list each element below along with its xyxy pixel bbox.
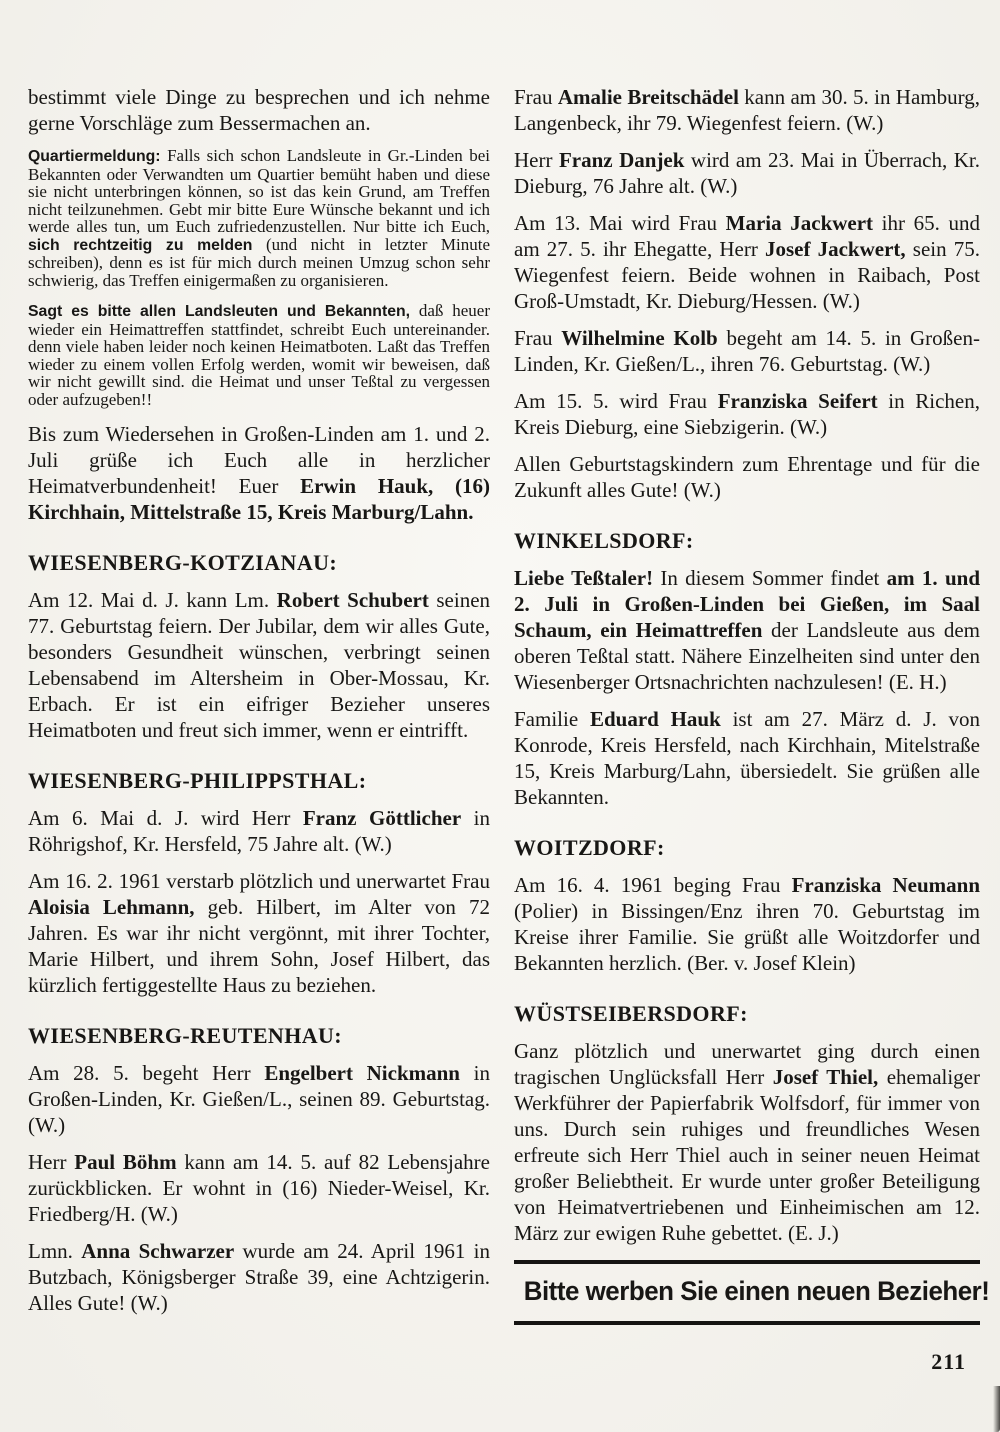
bold-text: Josef Thiel, <box>772 1065 879 1089</box>
paragraph <box>514 210 980 314</box>
bold-text: Aloisia Lehmann, <box>28 895 195 919</box>
paragraph <box>28 421 490 525</box>
body-text: geb. Hilbert, im Alter von 72 Jahren. Es war ihr nicht vergönnt, mit ihrer Tochter, Marie Hilbert, und ihrem Sohn, Josef Hilbert, das kürzlich fertiggestellte Haus zu beziehen. <box>28 895 491 997</box>
section-heading: WIESENBERG-PHILIPPSTHAL: <box>28 768 367 793</box>
bold-text: Franz Danjek <box>558 148 685 172</box>
body-text: In diesem Sommer findet <box>653 566 887 590</box>
bold-text: Eduard Hauk <box>589 707 721 731</box>
bold-text: Anna Schwarzer <box>81 1239 235 1263</box>
body-text: ist am 27. März d. J. von Konrode, Kreis Hersfeld, nach Kirchhain, Mitelstraße 15, Kreis Marburg/Lahn, übersiedelt. Sie grüßen alle Bekannten. <box>514 707 980 809</box>
body-text: wird am 23. Mai in Überrach, Kr. Dieburg, 76 Jahre alt. (W.) <box>514 148 980 198</box>
body-text: der Landsleute aus dem oberen Teßtal statt. Nähere Einzelheiten sind unter den Wiesenberger Ortsnachrichten nachzulesen! (E. H.) <box>514 618 980 694</box>
body-text: in Richen, Kreis Dieburg, eine Siebzigerin. (W.) <box>514 389 980 439</box>
body-text: daß heuer wieder ein Heimattreffen stattfindet, schreibt Euch untereinander. denn viele haben leider noch keinen Heimatboten. Laßt das Treffen wieder zu einem vollen Erfolg werden, womit wir beweisen, daß wir nicht gewillt sind. die Heimat und unser Teßtal zu vergessen oder aufzugeben!! <box>28 301 490 409</box>
body-text: Allen Geburtstagskindern zum Ehrentage und für die Zukunft alles Gute! (W.) <box>514 452 980 502</box>
column-left <box>28 84 490 1327</box>
bold-text: Josef Jackwert, <box>764 237 906 261</box>
paragraph <box>514 1038 980 1246</box>
body-text: Am 16. 2. 1961 verstarb plötzlich und unerwartet Frau <box>28 869 490 893</box>
body-text: Herr <box>514 148 559 172</box>
body-text: Am 13. Mai wird Frau <box>514 211 726 235</box>
bold-text: Quartiermeldung: <box>28 148 161 165</box>
paragraph <box>514 706 980 810</box>
paragraph <box>28 587 490 743</box>
bold-text: sich rechtzeitig zu melden <box>28 236 253 254</box>
body-text: Frau <box>514 85 558 109</box>
bold-text: Sagt es bitte allen Landsleuten und Bekannten, <box>28 303 411 320</box>
section-heading: WOITZDORF: <box>514 835 665 860</box>
paragraph <box>28 805 490 857</box>
paragraph <box>28 302 490 408</box>
body-text: sein 75. Wiegenfest feiern. Beide wohnen in Raibach, Post Groß-Umstadt, Kr. Dieburg/Hessen. (W.) <box>514 237 980 313</box>
body-text: Frau <box>514 326 562 350</box>
bold-text: Liebe Teßtaler! <box>514 566 654 590</box>
paragraph <box>28 1238 490 1316</box>
paragraph <box>514 872 980 976</box>
bold-text: am 1. und 2. Juli in Großen-Linden bei Gießen, im Saal Schaum, ein Heimattreffen <box>514 566 981 642</box>
bold-text: Franz Göttlicher <box>302 806 462 830</box>
paragraph <box>514 451 980 503</box>
bold-text: Paul Böhm <box>74 1150 177 1174</box>
body-text: ehemaliger Werkführer der Papierfabrik Wolfsdorf, für immer von uns. Durch sein ruhiges und freundliches Wesen erfreute sich Herr Thiel auch in seiner neuen Heimat großer Beliebtheit. Er wurde unter großer Beteiligung von Heimatvertriebenen und Einheimischen am 12. März zur ewigen Ruhe gebettet. (E. J.) <box>514 1065 980 1245</box>
bold-text: Franziska Seifert <box>717 389 878 413</box>
body-text: Falls sich schon Landsleute in Gr.-Linden bei Bekannten oder Verwandten um Quartier bemüht haben und diese sie nicht unterbringen können, so ist das kein Grund, am Treffen nicht teilzunehmen. Gebt mir bitte Eure Wünsche bekannt und ich werde alles tun, um Euch zufriedenzustellen. Nur bitte ich Euch, <box>28 146 490 236</box>
section-heading: WIESENBERG-REUTENHAU: <box>28 1023 343 1048</box>
paragraph <box>28 1149 490 1227</box>
body-text: seinen 77. Geburtstag feiern. Der Jubilar, dem wir alles Gute, besonders Gesundheit wünschen, verbringt seinen Lebensabend im Altersheim in Ober-Mossau, Kr. Erbach. Er ist ein eifriger Bezieher unseres Heimatboten und freut sich immer, wenn er eintrifft. <box>28 588 491 742</box>
body-text: Bis zum Wiedersehen in Großen-Linden am 1. und 2. Juli grüße ich Euch alle in herzlicher Heimatverbundenheit! Euer <box>28 422 490 498</box>
body-text: in Röhrigshof, Kr. Hersfeld, 75 Jahre alt. (W.) <box>28 806 491 856</box>
body-text: ihr 65. und am 27. 5. ihr Ehegatte, Herr <box>514 211 980 261</box>
paragraph <box>28 1060 490 1138</box>
body-text: kann am 14. 5. auf 82 Lebensjahre zurückblicken. Er wohnt in (16) Nieder-Weisel, Kr. Friedberg/H. (W.) <box>28 1150 490 1226</box>
scan-edge-artifact <box>993 1386 1000 1432</box>
section-heading: WÜSTSEIBERSDORF: <box>514 1001 748 1026</box>
body-text: Am 16. 4. 1961 beging Frau <box>514 873 792 897</box>
body-text: bestimmt viele Dinge zu besprechen und ich nehme gerne Vorschläge zum Bessermachen an. <box>28 85 490 135</box>
body-text: Am 12. Mai d. J. kann Lm. <box>28 588 277 612</box>
section-heading: WINKELSDORF: <box>514 528 694 553</box>
body-text: wurde am 24. April 1961 in Butzbach, Königsberger Straße 39, eine Achtzigerin. Alles Gute! (W.) <box>28 1239 490 1315</box>
paragraph <box>28 84 490 136</box>
subscription-banner <box>514 1260 990 1325</box>
paragraph <box>28 868 490 998</box>
paragraph <box>514 147 980 199</box>
body-text: Ganz plötzlich und unerwartet ging durch einen tragischen Unglücksfall Herr <box>514 1039 980 1089</box>
body-text: Am 28. 5. begeht Herr <box>28 1061 265 1085</box>
bold-text: Amalie Breitschädel <box>557 85 739 109</box>
body-text: kann am 30. 5. in Hamburg, Langenbeck, ihr 79. Wiegenfest feiern. (W.) <box>514 85 980 135</box>
body-text: begeht am 14. 5. in Großen-Linden, Kr. Gießen/L., ihren 76. Geburtstag. (W.) <box>514 326 980 376</box>
body-text: (und nicht in letzter Minute schreiben), denn es ist für mich durch meinen Umzug schon sehr schwierig, das Treffen einigermaßen zu organisieren. <box>28 234 490 290</box>
body-text: Am 15. 5. wird Frau <box>514 389 718 413</box>
body-text: Herr <box>28 1150 75 1174</box>
bold-text: Robert Schubert <box>276 588 429 612</box>
paragraph <box>514 84 980 136</box>
section-heading: WIESENBERG-KOTZIANAU: <box>28 550 338 575</box>
paragraph <box>514 325 980 377</box>
bold-text: Engelbert Nickmann <box>264 1061 460 1085</box>
body-text: Lmn. <box>28 1239 82 1263</box>
body-text: in Großen-Linden, Kr. Gießen/L., seinen 89. Geburtstag. (W.) <box>28 1061 491 1137</box>
paragraph <box>514 565 980 695</box>
subscription-banner-text: Bitte werben Sie einen neuen Bezieher! <box>523 1276 990 1306</box>
body-text: (Polier) in Bissingen/Enz ihren 70. Geburtstag im Kreise ihrer Familie. Sie grüßt alle Woitzdorfer und Bekannten herzlich. (Ber. v. Josef Klein) <box>514 899 980 975</box>
bold-text: Maria Jackwert <box>725 211 874 235</box>
bold-text: Erwin Hauk, (16) Kirchhain, Mittelstraße 15, Kreis Marburg/Lahn. <box>28 474 490 524</box>
paragraph <box>28 147 490 289</box>
bold-text: Wilhelmine Kolb <box>561 326 718 350</box>
bold-text: Franziska Neumann <box>791 873 980 897</box>
column-right <box>514 84 990 1375</box>
paragraph <box>514 388 980 440</box>
body-text: Familie <box>514 707 590 731</box>
page-number: 211 <box>931 1349 966 1374</box>
body-text: Am 6. Mai d. J. wird Herr <box>28 806 303 830</box>
